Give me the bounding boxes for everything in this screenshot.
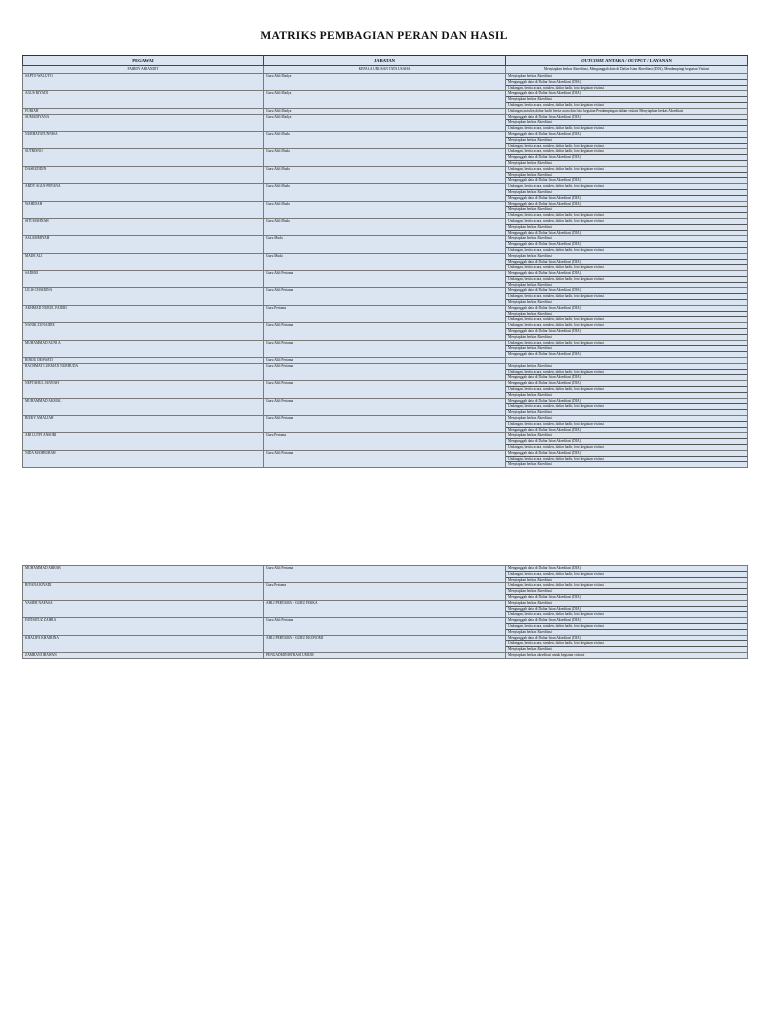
output-line: Menyiapkan berkas Akreditasi (506, 601, 747, 607)
output-line: Menyiapkan berkas Akreditasi (508, 577, 552, 582)
employee-position: Guru Ahli Madya (264, 108, 506, 114)
output-line: Menyiapkan berkas Akreditasi (506, 433, 747, 439)
employee-name: SITI MAHNAH (23, 218, 264, 235)
employee-name: RIYANA RIYADI (23, 583, 264, 600)
output-line: Menyiapkan berkas Akreditasi (506, 138, 747, 144)
output-line: Mengunggah data di Daftar Isian Akreditasi (DIA) (506, 607, 747, 613)
employee-name: ZAMRANI IRAWAN (23, 652, 264, 658)
output-line: Menyiapkan berkas Akreditasi (508, 160, 552, 165)
output-line: Menyiapkan berkas Akreditasi (506, 190, 747, 196)
output-line: Mengunggah data di Daftar Isian Akreditasi (DIA) (506, 132, 747, 138)
table-header-row (23, 56, 748, 66)
output-line: Menyiapkan berkas Akreditasi (506, 236, 747, 242)
lead-row (23, 66, 748, 74)
table-row (23, 305, 748, 322)
lead-pegawai: FAIRDY ARIANDIT (23, 66, 264, 74)
table-row (23, 288, 748, 305)
table-row (23, 566, 748, 583)
output-line: Undangan, berita acara, notulen, daftar hadir, foto kegiatan visitasi (506, 167, 747, 173)
employee-name: FATHATUZ ZAHRA (23, 618, 264, 635)
output-line: Undangan,notulen,daftar hadir berita acara dan foto kegiatan Pendampingan dalam visitasi Menyiapkan berkas Akreditasi (508, 108, 684, 113)
employee-position: Guru Ahli Pertama (264, 288, 506, 305)
table-row (23, 583, 748, 600)
table-row (23, 635, 748, 652)
employee-name: NURHAYATUNNISA (23, 131, 264, 148)
table-row (23, 450, 748, 467)
employee-position: Guru Ahli Pertama (264, 358, 506, 364)
table-row (23, 131, 748, 148)
employee-outputs (506, 363, 748, 380)
output-line: Undangan, berita acara, notulen, daftar hadir, foto kegiatan visitasi (508, 247, 604, 252)
employee-name: SADERI (23, 271, 264, 288)
employee-position: AHLI PERTAMA - GURU EKONOMI (264, 635, 506, 652)
header-jabatan: JABATAN (264, 56, 506, 66)
output-line: Mengunggah data di Daftar Isian Akreditasi (DIA) (506, 306, 747, 312)
output-line: Undangan, berita acara, notulen, daftar hadir, foto kegiatan visitasi (506, 219, 747, 225)
output-line: Undangan, berita acara, notulen, daftar hadir, foto kegiatan visitasi (506, 404, 747, 410)
employee-name: AGUS RIYADI (23, 91, 264, 108)
output-line: Undangan, berita acara, notulen, daftar hadir, foto kegiatan visitasi (508, 265, 604, 270)
employee-name: SAPTO WALUYO (23, 74, 264, 91)
output-line: Undangan, berita acara, notulen, daftar hadir, foto kegiatan visitasi (506, 277, 747, 283)
employee-outputs (506, 253, 748, 270)
output-line: Menyiapkan berkas Akreditasi (508, 647, 552, 652)
employee-outputs (506, 398, 748, 415)
employee-outputs (506, 131, 748, 148)
output-line: Menyiapkan berkas Akreditasi (506, 346, 747, 352)
employee-name: FURIAH (23, 108, 264, 114)
employee-outputs (506, 184, 748, 201)
header-outcome: OUTCOME ANTARA / OUTPUT / LAYANAN (506, 56, 748, 66)
output-line: Undangan, berita acara, notulen, daftar hadir, foto kegiatan visitasi (506, 624, 747, 630)
table-row (23, 340, 748, 357)
output-line: Menyiapkan berkas Akreditasi (506, 364, 747, 370)
output-line: Menyiapkan berkas Akreditasi (506, 97, 747, 103)
output-line: Menyiapkan berkas akreditasi untuk kegiatan visitasi (508, 652, 585, 657)
table-row (23, 363, 748, 380)
employee-position: Guru Muda (264, 236, 506, 253)
employee-position: Guru Ahli Pertama (264, 381, 506, 398)
employee-name: NANIK ZUNAIDIE (23, 323, 264, 340)
output-line: Undangan, berita acara, notulen, daftar hadir, foto kegiatan visitasi (508, 317, 604, 322)
employee-name: AKHMAD NURUL FAJERI (23, 305, 264, 322)
employee-outputs (506, 652, 748, 658)
employee-outputs (506, 305, 748, 322)
employee-position: Guru Ahli Madya (264, 114, 506, 131)
employee-name: KHALIFA KHAIRINA (23, 635, 264, 652)
employee-position: Guru Muda (264, 253, 506, 270)
employee-outputs (506, 381, 748, 398)
table-row (23, 618, 748, 635)
header-pegawai: PEGAWAI (23, 56, 264, 66)
employee-outputs (506, 566, 748, 583)
output-line: Mengunggah data di Daftar Isian Akreditasi (DIA) (508, 230, 581, 235)
output-line: Mengunggah data di Daftar Isian Akreditasi (DIA) (508, 375, 581, 380)
output-line: Menyiapkan berkas Akreditasi (508, 629, 552, 634)
table-row (23, 149, 748, 166)
employee-outputs (506, 74, 748, 91)
output-line: Undangan, berita acara, notulen, daftar hadir, foto kegiatan visitasi (506, 387, 747, 393)
employee-outputs (506, 583, 748, 600)
table-row (23, 74, 748, 91)
employee-outputs (506, 635, 748, 652)
employee-name: YASIER NAFASA (23, 600, 264, 617)
employee-outputs (506, 149, 748, 166)
output-line: Mengunggah data di Daftar Isian Akreditasi (DIA) (508, 427, 581, 432)
output-line: Mengunggah data di Daftar Isian Akreditasi (DIA) (506, 399, 747, 405)
output-line: Mengunggah data di Daftar Isian Akreditasi (DIA) (506, 80, 747, 86)
employee-outputs (506, 340, 748, 357)
output-line: Menyiapkan berkas Akreditasi (508, 462, 552, 467)
output-line: Undangan, berita acara, notulen, daftar hadir, foto kegiatan visitasi (506, 149, 747, 155)
role-matrix-table-continued (22, 565, 748, 659)
output-line: Undangan, berita acara, notulen, daftar hadir, foto kegiatan visitasi (508, 612, 604, 617)
employee-outputs (506, 600, 748, 617)
employee-position: Guru Pertama (264, 583, 506, 600)
employee-name: SUTRISNO (23, 149, 264, 166)
output-line: Mengunggah data di Daftar Isian Akreditasi (DIA) (506, 155, 747, 161)
employee-position: Guru Ahli Muda (264, 184, 506, 201)
output-line: Mengunggah data di Daftar Isian Akreditasi (DIA) (506, 115, 747, 121)
employee-position: AHLI PERTAMA - GURU FISIKA (264, 600, 506, 617)
page-title: MATRIKS PEMBAGIAN PERAN DAN HASIL (260, 30, 508, 42)
employee-position: PENGADMINISTRASI UMUM (264, 652, 506, 658)
table-row (23, 381, 748, 398)
employee-name: NEFTAHUL JANNAH (23, 381, 264, 398)
output-line: Mengunggah data di Daftar Isian Akreditasi (DIA) (506, 260, 747, 266)
output-line: Mengunggah data di Daftar Isian Akreditasi (DIA) (506, 451, 747, 457)
lead-jabatan: KEPALA URUSAN TATA USAHA (264, 66, 506, 74)
output-line: Undangan, berita acara, notulen, daftar hadir, foto kegiatan visitasi (508, 126, 604, 131)
employee-outputs (506, 201, 748, 218)
employee-position: Guru Ahli Muda (264, 149, 506, 166)
output-line: Undangan, berita acara, notulen, daftar hadir, foto kegiatan visitasi (508, 85, 604, 90)
employee-outputs (506, 433, 748, 450)
employee-outputs (506, 416, 748, 433)
employee-outputs (506, 288, 748, 305)
employee-outputs (506, 323, 748, 340)
output-line: Mengunggah data di Daftar Isian Akreditasi (DIA) (506, 91, 747, 97)
output-line: Undangan, berita acara, notulen, daftar hadir, foto kegiatan visitasi (506, 457, 747, 463)
output-line: Menyiapkan berkas Akreditasi (506, 173, 747, 179)
output-line: Mengunggah data di Daftar Isian Akreditasi (DIA) (508, 178, 581, 183)
output-line: Undangan, berita acara, notulen, daftar hadir, foto kegiatan visitasi (506, 323, 747, 329)
employee-position: Guru Ahli Pertama (264, 450, 506, 467)
output-line: Undangan, berita acara, notulen, daftar hadir, foto kegiatan visitasi (506, 583, 747, 589)
employee-position: Guru Ahli Pertama (264, 323, 506, 340)
output-line: Undangan, berita acara, notulen, daftar hadir, foto kegiatan visitasi (506, 294, 747, 300)
output-line: Menyiapkan berkas Akreditasi (506, 312, 747, 318)
output-line: Mengunggah data di Daftar Isian Akreditasi (DIA) (506, 618, 747, 624)
table-row (23, 166, 748, 183)
employee-name: MUHAMMAD ARRAB (23, 566, 264, 583)
employee-outputs (506, 450, 748, 467)
employee-position: Guru Ahli Pertama (264, 618, 506, 635)
output-line: Menyiapkan berkas Akreditasi (508, 282, 552, 287)
employee-name: LILIS CHAIRINA (23, 288, 264, 305)
output-line: Undangan, berita acara, notulen, daftar hadir, foto kegiatan visitasi (506, 422, 747, 428)
output-line: Menyiapkan berkas Akreditasi (508, 300, 552, 305)
output-line: Menyiapkan berkas Akreditasi (506, 207, 747, 213)
output-line: Menyiapkan berkas Akreditasi (506, 74, 747, 80)
employee-name: DASRUDDIN (23, 166, 264, 183)
employee-position: Guru Ahli Pertama (264, 566, 506, 583)
employee-outputs (506, 236, 748, 253)
employee-position: Guru Ahli Pertama (264, 416, 506, 433)
employee-name: MADE ALI (23, 253, 264, 270)
employee-name: RACHMAT LUKMAN NURHUDA (23, 363, 264, 380)
lead-outcome: Menyiapkan berkas Akreditasi, Mengunggah data di Daftar Isian Akreditasi (DIA), Mendampingi kegiatan Visitasi (506, 66, 748, 74)
output-line: Mengunggah data di Daftar Isian Akreditasi (DIA) (506, 242, 747, 248)
table-row (23, 253, 748, 270)
table-body-continued (23, 566, 748, 659)
output-line: Menyiapkan berkas Akreditasi (506, 416, 747, 422)
table-row (23, 91, 748, 108)
output-line: Mengunggah data di Daftar Isian Akreditasi (DIA) (506, 329, 747, 335)
output-line: Mengunggah data di Daftar Isian Akreditasi (DIA) (506, 271, 747, 277)
employee-outputs (506, 91, 748, 108)
employee-position: Guru Ahli Madya (264, 91, 506, 108)
output-line: Mengunggah data di Daftar Isian Akreditasi (DIA) (506, 288, 747, 294)
output-line: Menyiapkan berkas Akreditasi (506, 589, 747, 595)
output-line: Undangan, berita acara, notulen, daftar hadir, foto kegiatan visitasi (508, 445, 604, 449)
employee-position: Guru Ahli Pertama (264, 271, 506, 288)
output-line: Mengunggah data di Daftar Isian Akreditasi (DIA) (508, 352, 581, 357)
employee-outputs (506, 271, 748, 288)
output-line: Undangan, berita acara, notulen, daftar hadir, foto kegiatan visitasi (506, 370, 747, 376)
output-line: Menyiapkan berkas Akreditasi (508, 410, 552, 415)
employee-outputs (506, 218, 748, 235)
employee-name: RINDU DESWATI (23, 358, 264, 364)
table-row (23, 236, 748, 253)
output-line: Menyiapkan berkas Akreditasi (506, 225, 747, 231)
output-line: Undangan, berita acara, notulen, daftar hadir, foto kegiatan visitasi (506, 341, 747, 347)
output-line: Menyiapkan berkas Akreditasi (508, 392, 552, 397)
output-line: Undangan, berita acara, notulen, daftar hadir, foto kegiatan visitasi (506, 572, 747, 578)
employee-position: Guru Ahli Pertama (264, 398, 506, 415)
table-row (23, 271, 748, 288)
output-line: Mengunggah data di Daftar Isian Akreditasi (DIA) (506, 636, 747, 642)
output-line: Mengunggah data di Daftar Isian Akreditasi (DIA) (506, 566, 747, 572)
output-line: Undangan, berita acara, notulen, daftar hadir, foto kegiatan visitasi (508, 213, 604, 218)
table-row (23, 600, 748, 617)
table-body (23, 74, 748, 468)
employee-name: WAHIDAH (23, 201, 264, 218)
employee-outputs (506, 114, 748, 131)
employee-position: Guru Pertama (264, 305, 506, 322)
table-row (23, 416, 748, 433)
table-row (23, 201, 748, 218)
table-row (23, 323, 748, 340)
output-line: Mengunggah data di Daftar Isian Akreditasi (DIA) (506, 381, 747, 387)
output-line: Menyiapkan berkas Akreditasi (506, 120, 747, 126)
output-line: Undangan, berita acara, notulen, daftar hadir, foto kegiatan visitasi (508, 102, 604, 107)
output-line: Mengunggah data di Daftar Isian Akreditasi (DIA) (506, 202, 747, 208)
employee-position: Guru Ahli Muda (264, 201, 506, 218)
employee-position: Guru Ahli Madya (264, 74, 506, 91)
employee-position: Guru Ahli Muda (264, 166, 506, 183)
table-row (23, 184, 748, 201)
employee-name: RIZKY AMALIAH (23, 416, 264, 433)
employee-outputs (506, 166, 748, 183)
employee-name: MUHAMMAD AKMAL (23, 398, 264, 415)
output-line: Mengunggah data di Daftar Isian Akreditasi (DIA) (508, 594, 581, 599)
table-row (23, 218, 748, 235)
employee-position: Guru Ahli Pertama (264, 340, 506, 357)
employee-position: Guru Ahli Muda (264, 218, 506, 235)
output-line: Undangan, berita acara, notulen, daftar hadir, foto kegiatan visitasi (506, 184, 747, 190)
output-line: Undangan, berita acara, notulen, daftar hadir, foto kegiatan visitasi (506, 641, 747, 647)
employee-position: Guru Pertama (264, 433, 506, 450)
table-row (23, 114, 748, 131)
employee-outputs (506, 618, 748, 635)
table-row (23, 398, 748, 415)
output-line (506, 358, 747, 363)
employee-name: SUMADIYANA (23, 114, 264, 131)
employee-name: ARDY AGUS PRYANA (23, 184, 264, 201)
employee-name: NIDA MAHBUBAH (23, 450, 264, 467)
employee-position: Guru Ahli Muda (264, 131, 506, 148)
employee-name: ARI LUTFI ANSORI (23, 433, 264, 450)
table-row (23, 652, 748, 658)
employee-position: Guru Ahli Pertama (264, 363, 506, 380)
employee-name: MUHAMMAD AUNI A. (23, 340, 264, 357)
output-line: Mengunggah data di Daftar Isian Akreditasi (DIA) (508, 195, 581, 200)
output-line: Menyiapkan berkas Akreditasi (506, 254, 747, 260)
output-line: Mengunggah data di Daftar Isian Akreditasi (DIA) (506, 439, 747, 445)
output-line: Menyiapkan berkas Akreditasi (508, 334, 552, 339)
employee-name: ASLAMMIYAH (23, 236, 264, 253)
output-line: Undangan, berita acara, notulen, daftar hadir, foto kegiatan visitasi (508, 143, 604, 148)
role-matrix-table (22, 55, 748, 468)
table-row (23, 433, 748, 450)
